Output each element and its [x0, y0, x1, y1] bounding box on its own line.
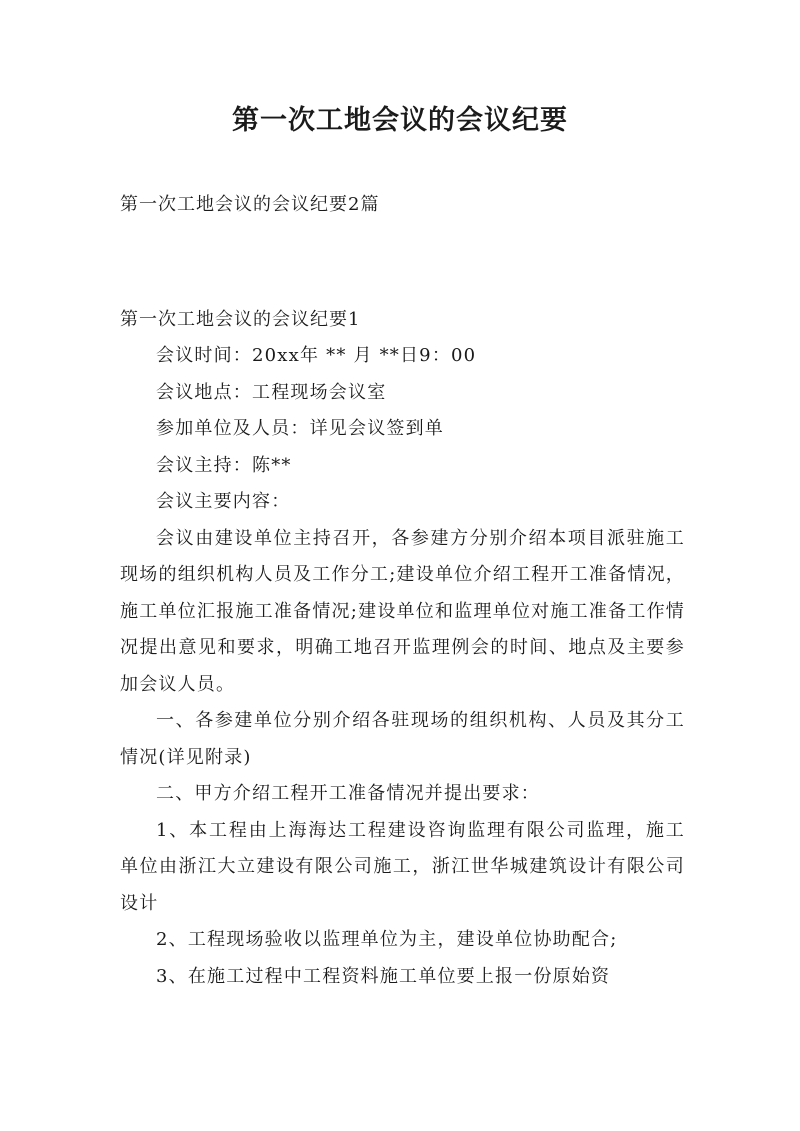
document-body — [120, 338, 685, 995]
paragraph-meeting-location: 会议地点：工程现场会议室 — [156, 381, 387, 403]
paragraph-meeting-time: 会议时间：20xx年 ** 月 **日9：00 — [156, 345, 477, 366]
paragraph-host: 会议主持：陈** — [156, 454, 292, 476]
paragraph-item-1: 一、各参建单位分别介绍各驻现场的组织机构、人员及其分工情况(详见附录) — [120, 710, 685, 768]
paragraph-subitem-3: 3、在施工过程中工程资料施工单位要上报一份原始资 — [156, 965, 611, 987]
paragraph-summary: 会议由建设单位主持召开，各参建方分别介绍本项目派驻施工现场的组织机构人员及工作分工;建设单位介绍工程开工准备情况，施工单位汇报施工准备情况;建设单位和监理单位对施工准备工作情况提出意见和要求，明确工地召开监理例会的时间、地点及主要参加会议人员。 — [120, 527, 685, 695]
paragraph-main-content-label: 会议主要内容： — [156, 491, 291, 512]
paragraph-subitem-2: 2、工程现场验收以监理单位为主，建设单位协助配合; — [156, 929, 618, 950]
document-title: 第一次工地会议的会议纪要 — [232, 105, 568, 136]
paragraph-attendees: 参加单位及人员：详见会议签到单 — [156, 418, 444, 439]
document-subtitle: 第一次工地会议的会议纪要2篇 — [120, 194, 380, 215]
paragraph-item-2: 二、甲方介绍工程开工准备情况并提出要求： — [156, 783, 540, 804]
paragraph-subitem-1: 1、本工程由上海海达工程建设咨询监理有限公司监理，施工单位由浙江大立建设有限公司施工，浙江世华城建筑设计有限公司设计 — [120, 819, 685, 914]
section-heading: 第一次工地会议的会议纪要1 — [120, 309, 361, 330]
